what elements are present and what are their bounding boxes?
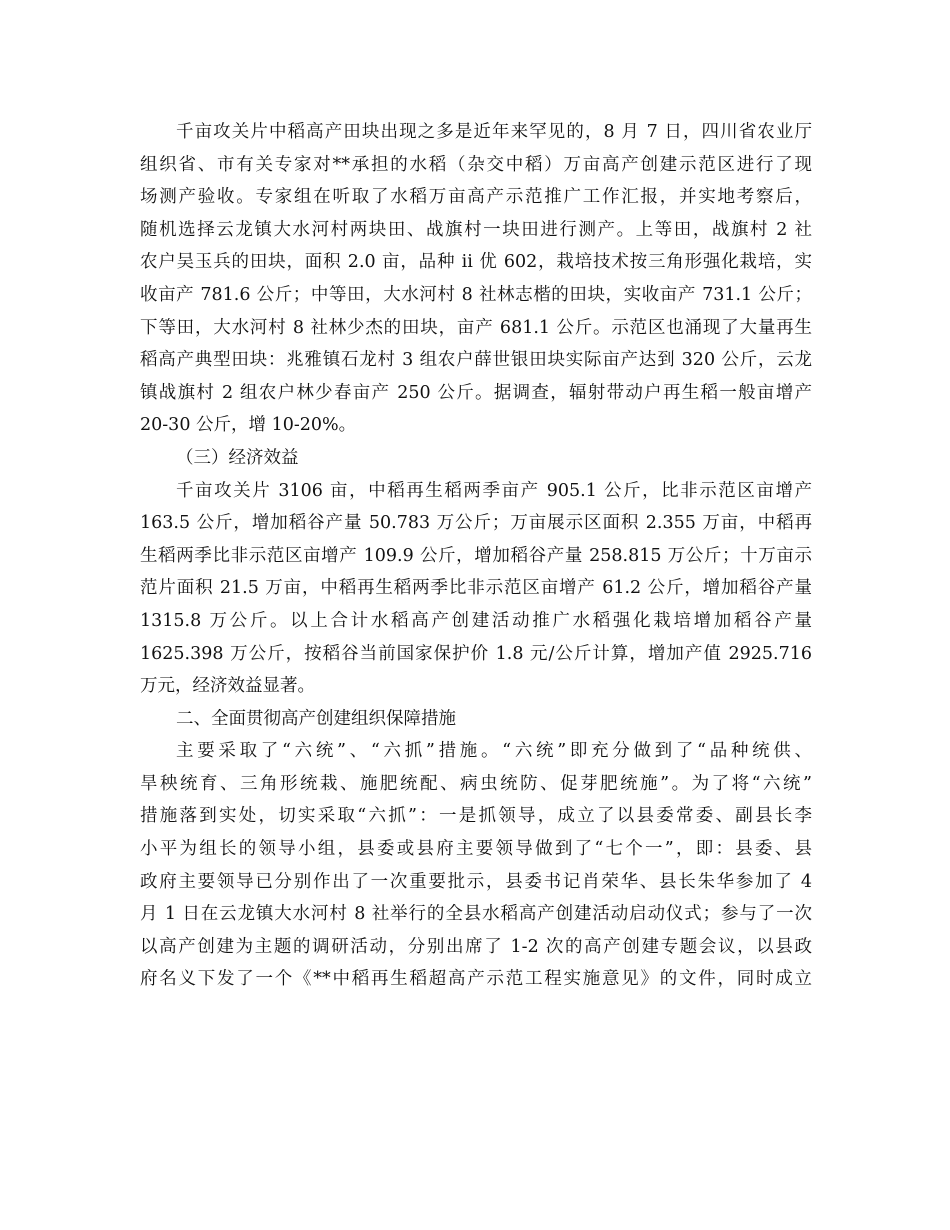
paragraph-line: 政府主要领导已分别作出了一次重要批示，县委书记肖荣华、县长朱华参加了 4 [140, 871, 812, 892]
paragraph-line: 稻高产典型田块：兆雅镇石龙村 3 组农户薛世银田块实际亩产达到 320 公斤，云龙 [140, 350, 812, 371]
paragraph-line: 20-30 公斤，增 10-20%。 [140, 415, 357, 436]
paragraph-line: 1315.8 万公斤。以上合计水稻高产创建活动推广水稻强化栽培增加稻谷产量 [140, 610, 812, 631]
paragraph-line: 措施落到实处，切实采取“六抓”：一是抓领导，成立了以县委常委、副县长李 [140, 806, 812, 827]
section-heading: （三）经济效益 [176, 447, 299, 468]
paragraph-line: 以高产创建为主题的调研活动，分别出席了 1-2 次的高产创建专题会议，以县政 [140, 936, 812, 957]
paragraph-line: 场测产验收。专家组在听取了水稻万亩高产示范推广工作汇报，并实地考察后， [140, 187, 812, 208]
paragraph-line: 生稻两季比非示范区亩增产 109.9 公斤，增加稻谷产量 258.815 万公斤；十万亩示 [140, 545, 812, 566]
paragraph-line: 万元，经济效益显著。 [140, 676, 315, 697]
paragraph-line: 1625.398 万公斤，按稻谷当前国家保护价 1.8 元/公斤计算，增加产值 2925.716 [140, 643, 812, 664]
paragraph-line: 千亩攻关片 3106 亩，中稻再生稻两季亩产 905.1 公斤，比非示范区亩增产 [176, 480, 812, 501]
paragraph-line: 镇战旗村 2 组农户林少春亩产 250 公斤。据调查，辐射带动户再生稻一般亩增产 [140, 382, 812, 403]
paragraph-line: 163.5 公斤，增加稻谷产量 50.783 万公斤；万亩展示区面积 2.355 万亩，中稻再 [140, 513, 812, 534]
paragraph-line: 小平为组长的领导小组，县委或县府主要领导做到了“七个一”，即：县委、县 [140, 839, 812, 860]
paragraph-line: 月 1 日在云龙镇大水河村 8 社举行的全县水稻高产创建活动启动仪式；参与了一次 [140, 904, 812, 925]
paragraph-line: 千亩攻关片中稻高产田块出现之多是近年来罕见的，8 月 7 日，四川省农业厅 [176, 122, 812, 142]
paragraph-line: 组织省、市有关专家对**承担的水稻（杂交中稻）万亩高产创建示范区进行了现 [140, 154, 812, 175]
paragraph-line: 随机选择云龙镇大水河村两块田、战旗村一块田进行测产。上等田，战旗村 2 社 [140, 219, 812, 240]
paragraph-line: 主要采取了“六统”、“六抓”措施。“六统”即充分做到了“品种统供、 [176, 741, 812, 762]
paragraph-line: 府名义下发了一个《**中稻再生稻超高产示范工程实施意见》的文件，同时成立 [140, 969, 812, 990]
paragraph-line: 旱秧统育、三角形统栽、施肥统配、病虫统防、促芽肥统施”。为了将“六统” [140, 773, 812, 794]
paragraph-line: 农户吴玉兵的田块，面积 2.0 亩，品种 ii 优 602，栽培技术按三角形强化栽培，实 [140, 252, 812, 273]
paragraph-line: 范片面积 21.5 万亩，中稻再生稻两季比非示范区亩增产 61.2 公斤，增加稻谷产量 [140, 578, 812, 599]
paragraph-line: 收亩产 781.6 公斤；中等田，大水河村 8 社林志楷的田块，实收亩产 731.1 公斤； [140, 284, 812, 305]
section-heading: 二、全面贯彻高产创建组织保障措施 [176, 708, 456, 729]
document-body [140, 116, 812, 996]
paragraph-line: 下等田，大水河村 8 社林少杰的田块，亩产 681.1 公斤。示范区也涌现了大量再生 [140, 317, 812, 338]
